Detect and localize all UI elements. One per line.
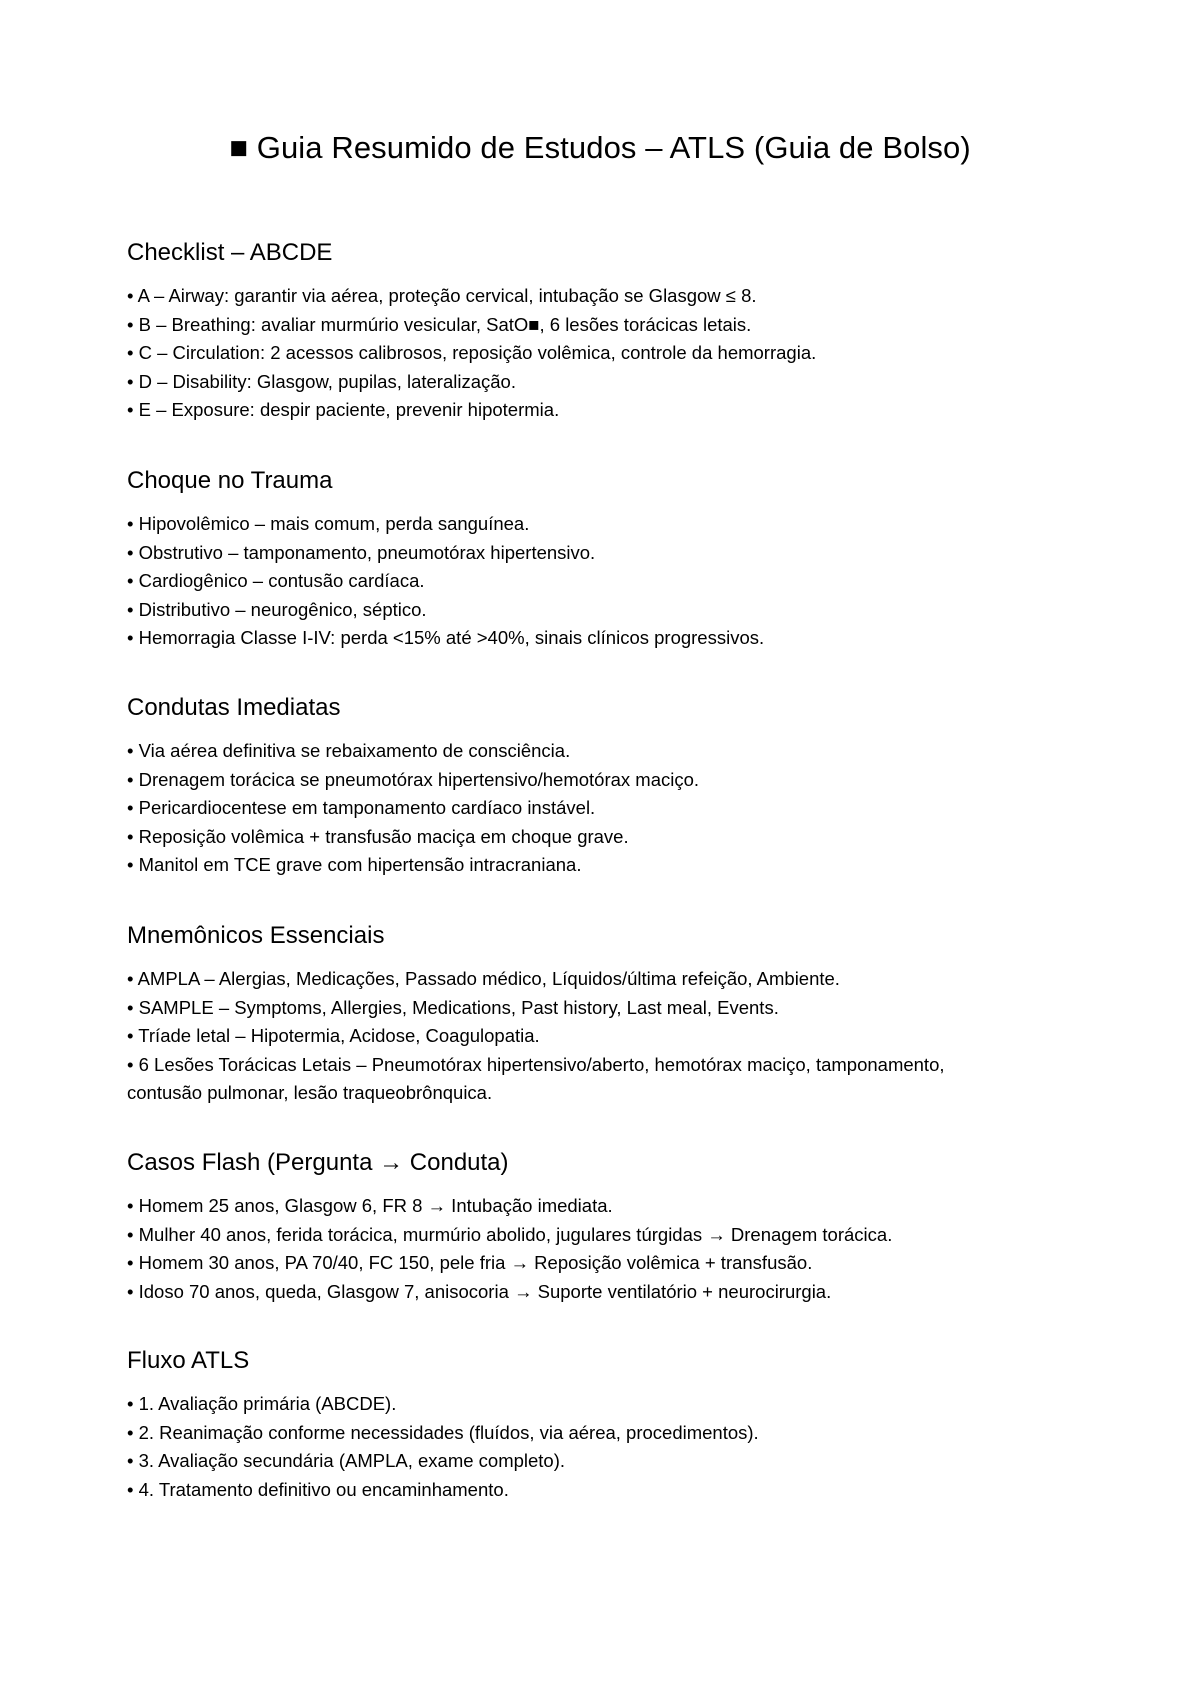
list-item: • Via aérea definitiva se rebaixamento de consciência. xyxy=(127,740,571,761)
section-heading-casos-flash: Casos Flash (Pergunta → Conduta) xyxy=(127,1149,509,1176)
list-item: • Idoso 70 anos, queda, Glasgow 7, anisocoria → Suporte ventilatório + neurocirurgia. xyxy=(127,1280,832,1302)
list-item: • Distributivo – neurogênico, séptico. xyxy=(127,598,427,620)
list-item: • SAMPLE – Symptoms, Allergies, Medications, Past history, Last meal, Events. xyxy=(127,996,779,1018)
list-item: • 2. Reanimação conforme necessidades (fluídos, via aérea, procedimentos). xyxy=(127,1421,759,1443)
list-item: • Homem 25 anos, Glasgow 6, FR 8 → Intubação imediata. xyxy=(127,1195,613,1216)
list-item: • Tríade letal – Hipotermia, Acidose, Coagulopatia. xyxy=(127,1025,540,1047)
section-heading-condutas: Condutas Imediatas xyxy=(127,694,341,721)
list-item: • Reposição volêmica + transfusão maciça em choque grave. xyxy=(127,825,629,847)
casos-flash-list xyxy=(127,1192,1087,1306)
list-item: • 3. Avaliação secundária (AMPLA, exame completo). xyxy=(127,1450,566,1472)
section-heading-choque: Choque no Trauma xyxy=(127,467,333,494)
list-item: • 6 Lesões Torácicas Letais – Pneumotórax hipertensivo/aberto, hemotórax maciço, tamponamento, contusão pulmonar, lesão traqueobrônquica. xyxy=(127,1053,945,1104)
list-item: • Pericardiocentese em tamponamento cardíaco instável. xyxy=(127,797,596,819)
list-item: • Hemorragia Classe I-IV: perda <15% até >40%, sinais clínicos progressivos. xyxy=(127,627,765,649)
list-item: • Homem 30 anos, PA 70/40, FC 150, pele fria → Reposição volêmica + transfusão. xyxy=(127,1252,813,1274)
list-item: • Obstrutivo – tamponamento, pneumotórax hipertensivo. xyxy=(127,541,596,563)
list-item: • AMPLA – Alergias, Medicações, Passado médico, Líquidos/última refeição, Ambiente. xyxy=(127,968,840,989)
section-heading-fluxo: Fluxo ATLS xyxy=(127,1347,250,1374)
list-item: • A – Airway: garantir via aérea, proteção cervical, intubação se Glasgow ≤ 8. xyxy=(127,285,757,306)
list-item: • D – Disability: Glasgow, pupilas, lateralização. xyxy=(127,370,516,392)
list-item: • 1. Avaliação primária (ABCDE). xyxy=(127,1393,397,1414)
section-heading-checklist: Checklist – ABCDE xyxy=(127,239,333,266)
list-item: • C – Circulation: 2 acessos calibrosos, reposição volêmica, controle da hemorragia. xyxy=(127,342,817,364)
fluxo-list xyxy=(127,1390,1087,1504)
list-item: • B – Breathing: avaliar murmúrio vesicular, SatO■, 6 lesões torácicas letais. xyxy=(127,313,752,335)
condutas-list xyxy=(127,737,1087,880)
checklist-list xyxy=(127,282,1087,425)
list-item: • Mulher 40 anos, ferida torácica, murmúrio abolido, jugulares túrgidas → Drenagem torácica. xyxy=(127,1223,893,1245)
mnemonicos-list xyxy=(127,965,1087,1108)
list-item: • Drenagem torácica se pneumotórax hipertensivo/hemotórax maciço. xyxy=(127,768,700,790)
list-item: • E – Exposure: despir paciente, prevenir hipotermia. xyxy=(127,399,560,421)
list-item: • 4. Tratamento definitivo ou encaminhamento. xyxy=(127,1478,509,1500)
choque-list xyxy=(127,510,1087,653)
section-heading-mnemonicos: Mnemônicos Essenciais xyxy=(127,922,385,949)
list-item: • Cardiogênico – contusão cardíaca. xyxy=(127,570,425,592)
list-item: • Hipovolêmico – mais comum, perda sanguínea. xyxy=(127,513,530,534)
list-item: • Manitol em TCE grave com hipertensão intracraniana. xyxy=(127,854,582,876)
page-title: ■ Guia Resumido de Estudos – ATLS (Guia de Bolso) xyxy=(229,130,971,165)
